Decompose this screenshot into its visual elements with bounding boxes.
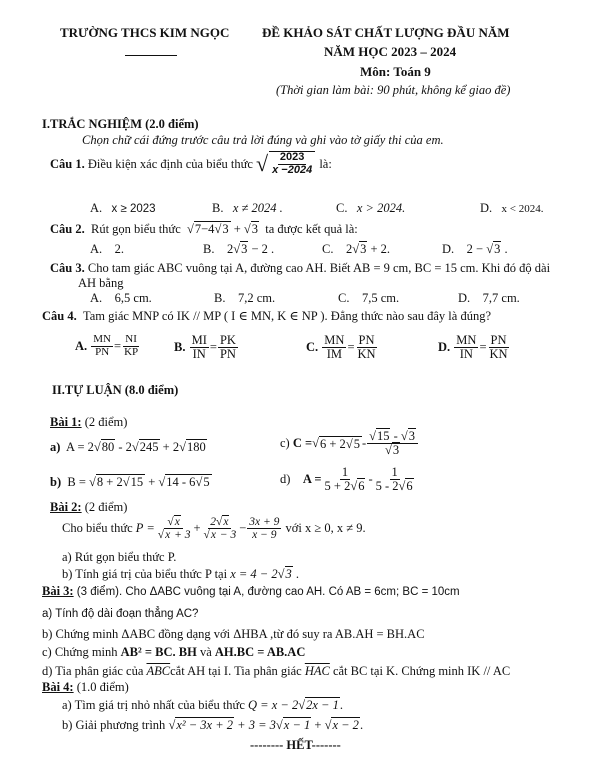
q3-a-letter: A.	[90, 291, 103, 305]
q2-c-rad: 3	[360, 242, 367, 256]
q1-option-a[interactable]	[90, 201, 156, 216]
q4-label: Câu 4.	[42, 309, 77, 323]
sqrt-sign	[312, 436, 319, 451]
q4-c-n1: MN	[324, 333, 345, 347]
b2-a: a) Rút gọn biểu thức P.	[62, 550, 177, 564]
subject: Môn: Toán 9	[360, 64, 431, 79]
b4-label: Bài 4:	[42, 680, 74, 694]
q4-c-letter: C.	[306, 340, 319, 355]
b1-b-t1: B =	[67, 475, 90, 489]
q4-d-frac1	[454, 334, 478, 361]
q4-c-d1: IM	[326, 347, 342, 362]
q3-text2: AH bằng	[78, 276, 124, 290]
q3-option-d[interactable]	[458, 291, 520, 306]
b2-f1d-rad: x	[165, 529, 171, 542]
b3-c-pre: c) Chứng minh	[42, 645, 121, 659]
b4-b-pre: b) Giải phương trình	[62, 718, 169, 732]
sqrt-sign	[94, 440, 101, 454]
b1-b-r2b: 5	[203, 475, 210, 489]
b4-b	[62, 718, 363, 733]
sqrt-sign	[167, 516, 173, 528]
q2-a-letter: A.	[90, 242, 103, 256]
q4-a-n1: MN	[93, 333, 112, 345]
b2-f1d-post: + 3	[171, 529, 191, 542]
b2-expression	[62, 516, 366, 541]
q2-c-letter: C.	[322, 242, 334, 256]
b2-points: (2 điểm)	[84, 500, 128, 514]
b1-b-t2: +	[145, 475, 159, 489]
b4-a-pre: a) Tìm giá trị nhỏ nhất của biểu thức	[62, 698, 249, 712]
q2-option-b[interactable]	[203, 242, 274, 257]
b2-f3d: x − 9	[252, 529, 277, 542]
b1-c-minus: -	[361, 436, 367, 451]
q2-label: Câu 2.	[50, 222, 85, 236]
q4-b-frac2	[218, 334, 238, 361]
b2-intro: Cho biểu thức	[62, 521, 133, 536]
b1-b-r1b: 15	[130, 475, 144, 489]
q2-line	[50, 222, 358, 237]
q2-b-post: − 2 .	[248, 242, 275, 256]
q2-expr-b: 3	[222, 222, 229, 236]
q2-d-rad: 3	[494, 242, 501, 256]
b1-d	[280, 466, 417, 493]
b1-d-d1pre: 5 + 2	[324, 479, 351, 494]
q2-tail: ta được kết quả là:	[265, 222, 358, 236]
q4-text: Tam giác MNP có IK // MP ( I ∈ MN, K ∈ NP ). Đẳng thức nào sau đây là đúng?	[82, 309, 492, 323]
b1-c-r1b: 5	[353, 436, 360, 451]
b3-c-bold1: AB² = BC. BH	[120, 645, 197, 659]
q3-option-b[interactable]	[214, 291, 275, 306]
b2-label: Bài 2:	[50, 500, 82, 514]
b2-f1n: x	[174, 516, 180, 528]
q1-option-d[interactable]	[480, 201, 544, 216]
q3-c-letter: C.	[338, 291, 350, 305]
b1-c-t1: C =	[292, 436, 313, 451]
b1-points: (2 điểm)	[84, 415, 128, 429]
b3-d	[42, 664, 510, 679]
q4-a-n2: NI	[125, 333, 137, 345]
b2-frac2	[202, 516, 239, 541]
q1-frac-den: x −2024	[272, 164, 313, 176]
b2-frac1	[156, 516, 193, 541]
b4-b-post: .	[359, 718, 364, 732]
sqrt-sign	[369, 429, 376, 443]
q4-a-d1: PN	[95, 345, 110, 358]
q2-option-c[interactable]	[322, 242, 390, 257]
b1-d-frac1	[323, 466, 368, 493]
q1-a-text: x ≥ 2023	[111, 203, 156, 215]
b2-p: P =	[135, 521, 155, 536]
sqrt-sign	[278, 567, 285, 581]
b4-a-post: .	[339, 698, 343, 712]
q2-b-pre: 2	[226, 242, 234, 256]
q1-text: Điều kiện xác định của biểu thức	[87, 156, 253, 171]
q2-text: Rút gọn biểu thức	[90, 222, 181, 236]
q2-b-rad: 3	[241, 242, 248, 256]
b3-d-angle1: $\overline{ABC}$	[146, 664, 171, 678]
b1-a-t2: - 2	[115, 440, 132, 454]
q2-d-letter: D.	[442, 242, 455, 256]
sqrt-sign	[187, 222, 194, 236]
b3-a: a) Tính độ dài đoạn thẳng AC?	[42, 608, 199, 620]
b1-c-r1a: 6 + 2	[320, 436, 346, 451]
b1-b	[50, 475, 212, 490]
b2-plus: +	[193, 521, 201, 536]
b1-c-n2: 3	[408, 429, 416, 443]
sqrt-sign	[401, 429, 408, 443]
b1-a-r1: 80	[101, 440, 115, 454]
b3-c	[42, 645, 305, 660]
b1-heading	[50, 415, 127, 430]
q4-c-n2: PN	[358, 333, 375, 347]
q2-c-pre: 2	[345, 242, 353, 256]
q3-b-text: 7,2 cm.	[237, 291, 276, 305]
sqrt-sign	[385, 443, 392, 457]
q4-a-d2: KP	[124, 345, 139, 358]
q2-b-letter: B.	[203, 242, 215, 256]
q2-option-a[interactable]	[90, 242, 124, 257]
b1-d-d1rad: 6	[358, 479, 365, 494]
school-underline	[125, 55, 177, 56]
school-name: TRƯỜNG THCS KIM NGỌC	[60, 25, 230, 40]
q3-label: Câu 3.	[50, 261, 85, 275]
q4-b-n1: MI	[191, 333, 207, 347]
sqrt-sign	[179, 440, 186, 454]
sqrt-sign	[123, 475, 130, 489]
q1-a-letter: A.	[90, 201, 103, 215]
b2-f2n-pre: 2	[210, 516, 217, 528]
q4-option-c[interactable]: C. $\frac{MN}{IM}$ = $\frac{PN}{KN}$	[306, 333, 376, 362]
b1-c-n1: 15	[376, 429, 390, 443]
q3-line	[50, 261, 550, 276]
b4-b-mid: + 3 = 3	[234, 718, 276, 732]
b4-a	[62, 698, 343, 713]
sqrt-sign	[204, 529, 210, 541]
q1-fraction	[269, 151, 315, 176]
b4-b-r1: x² − 3x + 2	[176, 718, 234, 732]
q3-text: Cho tam giác ABC vuông tại A, đường cao AH. Biết AB = 9 cm, BC = 15 cm. Khi đó độ dài	[87, 261, 551, 275]
q2-expr-a: 7−4	[194, 222, 215, 236]
q1-b-letter: B.	[212, 201, 224, 215]
b1-a-label: a)	[50, 440, 61, 454]
b2-f2d-rad: x	[210, 529, 216, 542]
b2-b-expr-pre: x = 4 − 2	[230, 567, 278, 581]
exam-title: ĐỀ KHẢO SÁT CHẤT LƯỢNG ĐẦU NĂM	[262, 25, 510, 40]
q4-option-b[interactable]: B. $\frac{MI}{IN}$ = $\frac{PK}{PN}$	[174, 333, 236, 362]
q2-option-d[interactable]	[442, 242, 508, 257]
q4-option-d[interactable]: D. $\frac{MN}{IN}$ = $\frac{PN}{KN}$	[438, 333, 508, 362]
b2-minus: −	[239, 521, 247, 536]
b2-b-expr-rad: 3	[285, 567, 292, 581]
q4-b-frac1	[190, 334, 209, 361]
b1-b-r1a: 8 + 2	[96, 475, 123, 489]
b1-d-n1: 1	[341, 465, 349, 479]
b1-c-label: c)	[280, 436, 290, 451]
b3-d-pre: d) Tia phân giác của	[42, 664, 147, 678]
b2-heading	[50, 500, 127, 515]
q3-d-text: 7,7 cm.	[482, 291, 520, 305]
q3-option-a[interactable]	[90, 291, 152, 306]
q2-d-pre: 2 −	[466, 242, 487, 256]
q3-d-letter: D.	[458, 291, 471, 305]
b3-b: b) Chứng minh ΔABC đồng dạng với ΔHBA ,từ đó suy ra AB.AH = BH.AC	[42, 627, 425, 641]
b1-d-frac2	[374, 466, 416, 493]
q3-a-text: 6,5 cm.	[114, 291, 152, 305]
b2-f2n-rad: x	[223, 516, 229, 528]
b4-points: (1.0 điểm)	[73, 680, 129, 694]
part1-instruction: Chọn chữ cái đứng trước câu trả lời đúng và ghi vào tờ giấy thi của em.	[82, 133, 444, 147]
q2-a-text: 2.	[114, 242, 125, 256]
part2-heading: II.TỰ LUẬN (8.0 điểm)	[52, 383, 179, 397]
b2-b-pre: b) Tính giá trị của biểu thức P tại	[62, 567, 228, 581]
sqrt-sign	[276, 718, 283, 732]
q3-c-text: 7,5 cm.	[361, 291, 400, 305]
b1-b-label: b)	[50, 475, 62, 489]
b1-d-d2pre: 5 - 2	[375, 479, 399, 494]
school-year: NĂM HỌC 2023 – 2024	[324, 44, 457, 59]
q1-option-b[interactable]	[212, 201, 283, 216]
footer-end: -------- HẾT-------	[250, 738, 341, 752]
b3-d-post: cắt BC tại K. Chứng minh IK // AC	[329, 664, 511, 678]
q4-c-frac2	[356, 334, 378, 361]
b1-a-r3: 180	[186, 440, 206, 454]
q2-c-post: + 2.	[367, 242, 391, 256]
b4-b-plus: +	[311, 718, 325, 732]
b2-b-post: .	[292, 567, 299, 581]
q1-d-letter: D.	[480, 201, 493, 215]
part1-heading: I.TRẮC NGHIỆM (2.0 điểm)	[42, 117, 199, 131]
q2-expr-c: 3	[251, 222, 258, 236]
q4-d-d1: IN	[459, 347, 473, 362]
q4-d-letter: D.	[438, 340, 451, 355]
q4-a-frac2	[122, 334, 140, 358]
sqrt-sign	[132, 440, 139, 454]
b1-c-den: 3	[392, 443, 400, 458]
q1-label: Câu 1.	[50, 156, 85, 171]
sqrt-sign	[346, 437, 353, 451]
b1-c	[280, 430, 419, 457]
q4-c-d2: KN	[357, 347, 376, 362]
q4-a-letter: A.	[75, 338, 88, 353]
q4-line	[42, 308, 491, 324]
time-note: (Thời gian làm bài: 90 phút, không kể giao đề)	[276, 83, 511, 97]
q1-line	[50, 151, 332, 177]
q3-option-c[interactable]	[338, 291, 399, 306]
q4-d-n1: MN	[456, 333, 477, 347]
b1-d-minus: -	[368, 472, 373, 487]
b2-condition: với x ≥ 0, x ≠ 9.	[285, 521, 366, 536]
b3-heading	[42, 584, 460, 599]
b2-frac3	[247, 516, 281, 541]
b1-d-n2: 1	[391, 465, 398, 479]
q1-option-c[interactable]	[336, 201, 405, 216]
q4-d-n2: PN	[490, 333, 507, 347]
b4-heading	[42, 680, 129, 695]
b4-a-expr-rad: 2x − 1	[306, 698, 339, 712]
q4-d-frac2	[488, 334, 510, 361]
b1-label: Bài 1:	[50, 415, 82, 429]
q2-plus: +	[233, 222, 241, 236]
b1-a-t3: + 2	[159, 440, 180, 454]
b3-d-angle2: $\overline{HAC}$	[304, 664, 330, 678]
q1-frac-num: 2023	[279, 151, 305, 164]
q4-b-n2: PK	[219, 333, 236, 347]
b3-c-mid: và	[196, 645, 215, 659]
sqrt-sign	[89, 475, 96, 489]
b1-a-r2: 245	[139, 440, 159, 454]
b3-label: Bài 3:	[42, 584, 74, 598]
q4-b-d1: IN	[192, 347, 206, 362]
q3-b-letter: B.	[214, 291, 226, 305]
sqrt-sign: √	[256, 151, 269, 176]
q1-d-text: x < 2024.	[501, 203, 544, 215]
q1-c-letter: C.	[336, 201, 348, 215]
b2-f2d-post: − 3	[216, 529, 237, 542]
b3-c-bold2: AH.BC = AB.AC	[214, 645, 306, 659]
b1-a-t1: A = 2	[65, 440, 94, 454]
b2-f3n: 3x + 9	[249, 516, 280, 528]
b1-d-t1: A =	[302, 472, 322, 487]
q4-b-d2: PN	[219, 347, 236, 362]
b4-b-r3: x − 2	[332, 718, 359, 732]
b1-c-nsep: -	[390, 429, 401, 443]
b2-b	[62, 567, 299, 582]
b1-a	[50, 440, 207, 455]
b4-b-r2: x − 1	[283, 718, 311, 732]
q4-a-frac1	[91, 334, 113, 358]
b1-d-d2rad: 6	[406, 479, 413, 494]
b1-c-frac	[367, 430, 418, 457]
q4-d-d2: KN	[489, 347, 508, 362]
q2-d-post: .	[501, 242, 508, 256]
b1-b-r2a: 14 - 6	[166, 475, 196, 489]
q1-b-text: x ≠ 2024 .	[232, 201, 283, 215]
q1-tail: là:	[319, 156, 332, 171]
q4-b-letter: B.	[174, 340, 186, 355]
b4-a-expr-pre: Q = x − 2	[248, 698, 299, 712]
q4-option-a[interactable]: A. $\frac{MN}{PN}$ = $\frac{NI}{KP}$	[75, 333, 139, 358]
b3-d-mid: cắt AH tại I. Tia phân giác	[170, 664, 305, 678]
q1-c-text: x > 2024.	[356, 201, 406, 215]
b3-intro: (3 điểm). Cho ΔABC vuông tại A, đường cao AH. Có AB = 6cm; BC = 10cm	[73, 586, 460, 598]
sqrt-sign	[244, 222, 251, 236]
b1-d-label: d)	[280, 472, 291, 487]
q4-c-frac1	[322, 334, 346, 361]
